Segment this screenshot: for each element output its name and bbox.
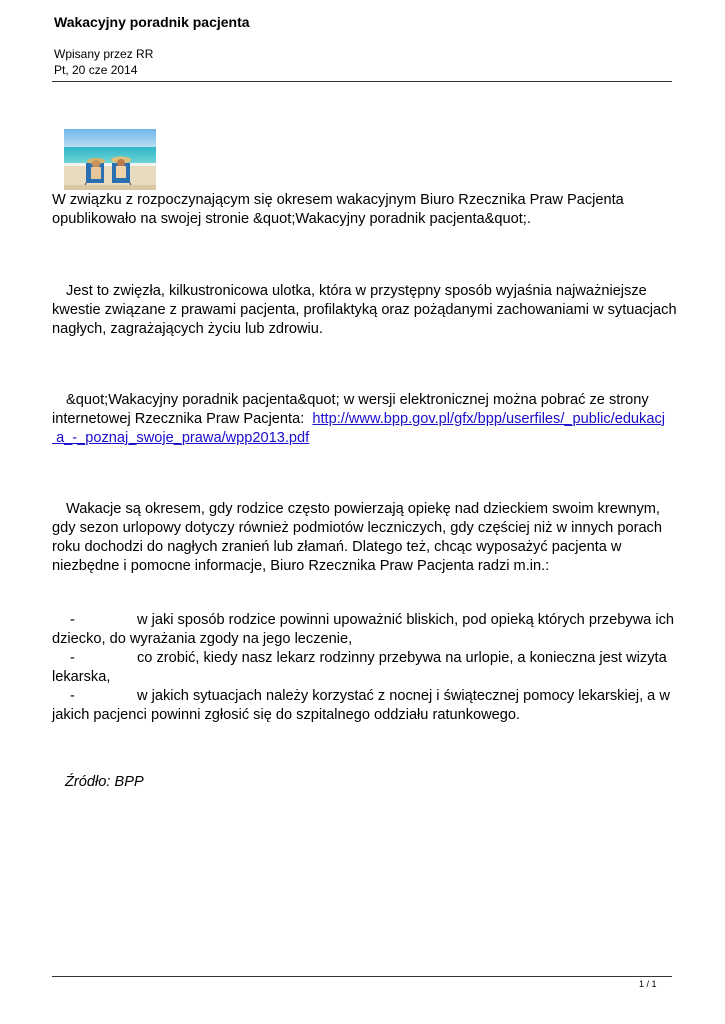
list-marker: -	[70, 688, 75, 704]
pdf-link-line-2[interactable]: a_-_poznaj_swoje_prawa/wpp2013.pdf	[56, 430, 310, 446]
paragraph-download	[52, 391, 677, 448]
list-item	[52, 611, 677, 649]
beach-photo	[64, 129, 156, 190]
paragraph-holidays	[52, 500, 677, 576]
beach-image	[64, 129, 156, 190]
list-item-text: w jakich sytuacjach należy korzystać z nocnej i świątecznej pomocy lekarskiej, a w jakich pacjenci powinni zgłosić się do szpitalnego oddziału ratunkowego.	[52, 688, 670, 723]
pdf-link-line-1[interactable]: http://www.bpp.gov.pl/gfx/bpp/userfiles/_public/edukacj	[312, 411, 666, 427]
date-line: Pt, 20 cze 2014	[54, 63, 138, 77]
list-marker: -	[70, 612, 75, 628]
paragraph-intro: W związku z rozpoczynającym się okresem wakacyjnym Biuro Rzecznika Praw Pacjenta opublikowało na swojej stronie &quot;Wakacyjny poradnik pacjenta&quot;.	[52, 192, 624, 227]
page-title: Wakacyjny poradnik pacjenta	[54, 14, 250, 30]
paragraph-description	[52, 282, 677, 339]
list-item	[52, 649, 677, 687]
list-item-text: co zrobić, kiedy nasz lekarz rodzinny przebywa na urlopie, a konieczna jest wizyta lekarska,	[52, 650, 667, 685]
paragraph-holidays-text: Wakacje są okresem, gdy rodzice często powierzają opiekę nad dzieckiem swoim krewnym, gdy sezon urlopowy dotyczy również podmiotów leczniczych, gdy częściej niż w innych porach roku dochodzi do nagłych zranień lub złamań. Dlatego też, chcąc wyposażyć pacjenta w niezbędne i pomocne informacje, Biuro Rzecznika Praw Pacjenta radzi m.in.:	[52, 501, 662, 574]
header-divider	[52, 81, 672, 82]
list-item	[52, 687, 677, 725]
download-text: &quot;Wakacyjny poradnik pacjenta&quot; w wersji elektronicznej można pobrać ze strony internetowej Rzecznika Praw Pacjenta:	[52, 392, 649, 427]
list-item-text: w jaki sposób rodzice powinni upoważnić bliskich, pod opieką których przebywa ich dziecko, do wyrażania zgody na jego leczenie,	[52, 612, 674, 647]
paragraph-description-text: Jest to zwięzła, kilkustronicowa ulotka, która w przystępny sposób wyjaśnia najważniejsze kwestie związane z prawami pacjenta, profilaktyką oraz pożądanymi zachowaniami w sytuacjach nagłych, zagrażających życiu lub zdrowiu.	[52, 283, 677, 337]
advice-list	[52, 611, 677, 725]
footer-divider	[52, 976, 672, 977]
list-marker: -	[70, 650, 75, 666]
author-line: Wpisany przez RR	[54, 47, 154, 61]
source-note: Źródło: BPP	[65, 774, 144, 790]
page-number: 1 / 1	[639, 979, 657, 989]
